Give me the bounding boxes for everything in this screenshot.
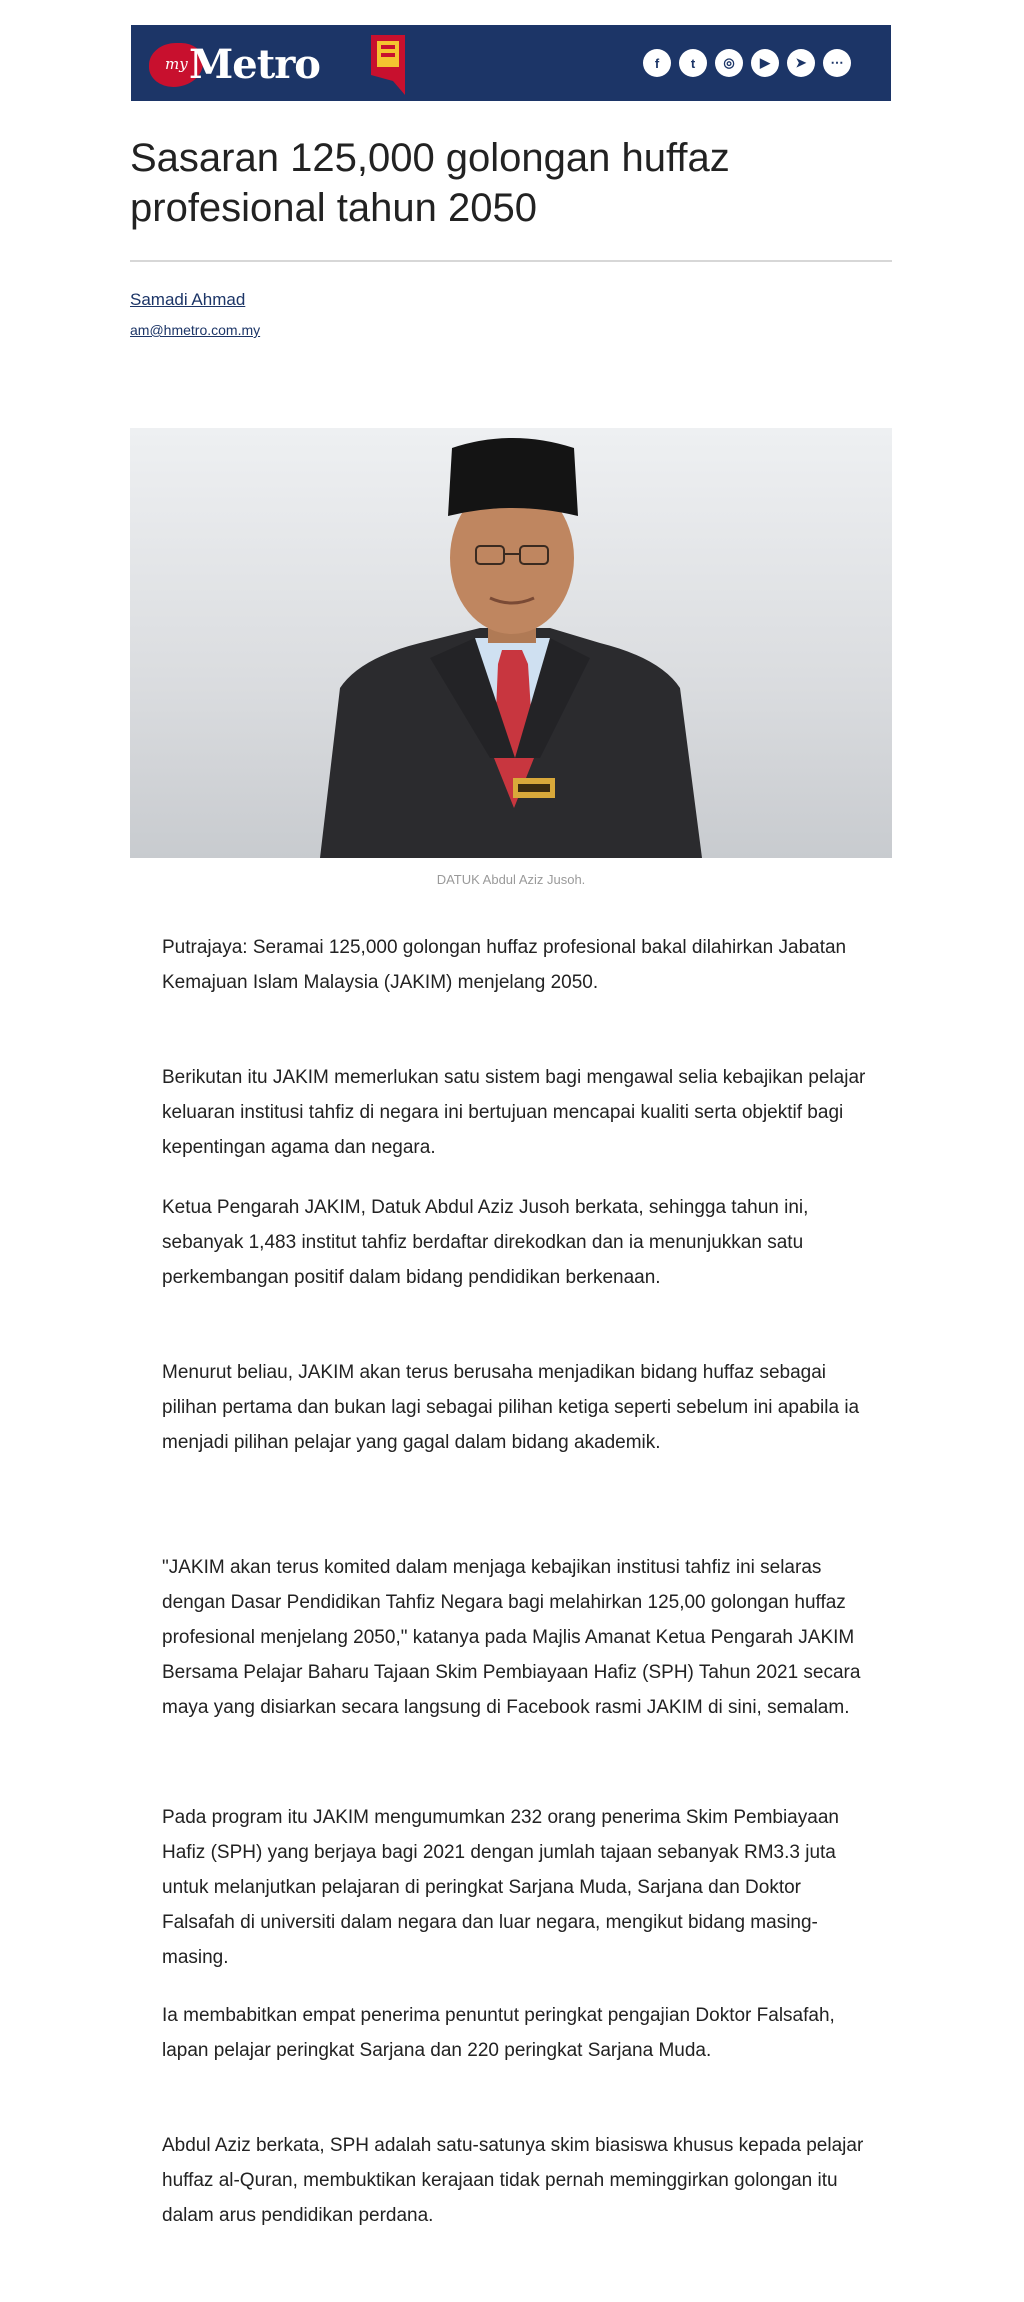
youtube-icon[interactable]: ▶ xyxy=(751,49,779,77)
logo-my-text: my xyxy=(165,55,188,73)
instagram-icon[interactable]: ◎ xyxy=(715,49,743,77)
telegram-icon[interactable]: ➤ xyxy=(787,49,815,77)
social-icons xyxy=(643,49,851,77)
article-paragraph: Pada program itu JAKIM mengumumkan 232 orang penerima Skim Pembiayaan Hafiz (SPH) yang berjaya bagi 2021 dengan jumlah tajaan sebanyak RM3.3 juta untuk melanjutkan pelajaran di peringkat Sarjana Muda, Sarjana dan Doktor Falsafah di universiti dalam negara dan luar negara, mengikut bidang masing-masing. xyxy=(162,1807,839,1968)
mymetro-logo[interactable] xyxy=(149,33,409,93)
article-paragraph: Putrajaya: Seramai 125,000 golongan huffaz profesional bakal dilahirkan Jabatan Kemajuan Islam Malaysia (JAKIM) menjelang 2050. xyxy=(162,937,847,993)
logo-metro-text: Metro xyxy=(189,41,320,88)
author-email-link[interactable]: am@hmetro.com.my xyxy=(130,322,261,338)
site-header xyxy=(131,25,891,101)
article-title: Sasaran 125,000 golongan huffaz profesional tahun 2050 xyxy=(130,136,730,230)
logo-flag-icon xyxy=(371,35,405,95)
article-paragraph: Ia membabitkan empat penerima penuntut peringkat pengajian Doktor Falsafah, lapan pelajar peringkat Sarjana dan 220 peringkat Sarjana Muda. xyxy=(162,2005,835,2061)
facebook-icon[interactable]: f xyxy=(643,49,671,77)
title-divider xyxy=(130,260,892,262)
article-paragraph: Abdul Aziz berkata, SPH adalah satu-satunya skim biasiswa khusus kepada pelajar huffaz al-Quran, membuktikan kerajaan tidak pernah meminggirkan golongan itu dalam arus pendidikan perdana. xyxy=(162,2135,864,2226)
portrait-illustration xyxy=(130,428,892,858)
article-paragraph: Ketua Pengarah JAKIM, Datuk Abdul Aziz Jusoh berkata, sehingga tahun ini, sebanyak 1,483 institut tahfiz berdaftar direkodkan dan ia menunjukkan satu perkembangan positif dalam bidang pendidikan berkenaan. xyxy=(162,1197,809,1288)
share-icon[interactable]: ⋯ xyxy=(823,49,851,77)
article-paragraph: Menurut beliau, JAKIM akan terus berusaha menjadikan bidang huffaz sebagai pilihan pertama dan bukan lagi sebagai pilihan ketiga seperti sebelum ini apabila ia menjadi pilihan pelajar yang gagal dalam bidang akademik. xyxy=(162,1362,860,1453)
article-photo xyxy=(130,428,892,858)
article-paragraph: "JAKIM akan terus komited dalam menjaga kebajikan institusi tahfiz ini selaras dengan Dasar Pendidikan Tahfiz Negara bagi melahirkan 125,00 golongan huffaz profesional menjelang 2050," katanya pada Majlis Amanat Ketua Pengarah JAKIM Bersama Pelajar Baharu Tajaan Skim Pembiayaan Hafiz (SPH) Tahun 2021 secara maya yang disiarkan secara langsung di Facebook rasmi JAKIM di sini, semalam. xyxy=(162,1557,861,1718)
twitter-icon[interactable]: t xyxy=(679,49,707,77)
author-link[interactable]: Samadi Ahmad xyxy=(130,290,246,309)
article-paragraph: Berikutan itu JAKIM memerlukan satu sistem bagi mengawal selia kebajikan pelajar keluaran institusi tahfiz di negara ini bertujuan mencapai kualiti serta objektif bagi kepentingan agama dan negara. xyxy=(162,1067,866,1158)
image-caption: DATUK Abdul Aziz Jusoh. xyxy=(436,872,586,887)
